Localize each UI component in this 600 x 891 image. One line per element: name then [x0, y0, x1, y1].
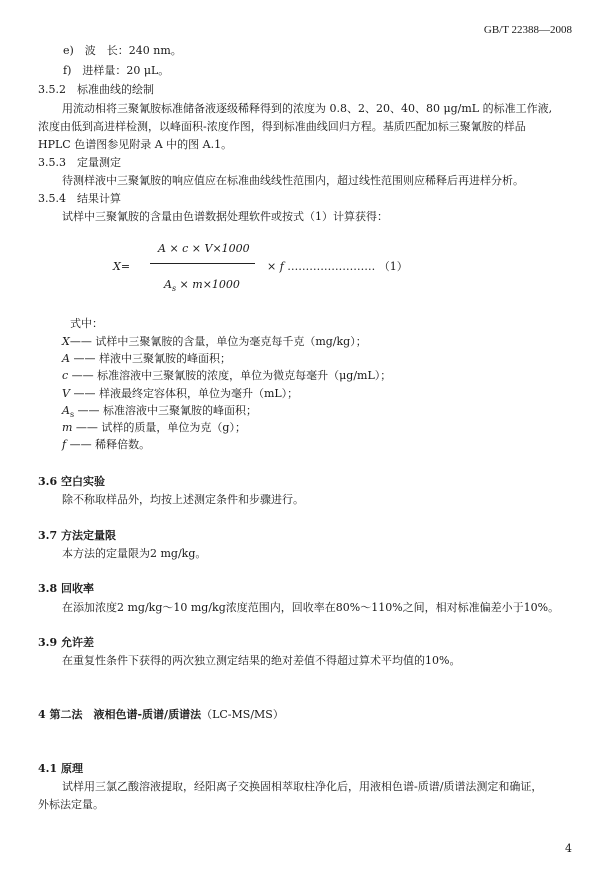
legend-a: A —— 样液中三聚氰胺的峰面积； [62, 352, 231, 365]
formula-fraction-bar [150, 263, 255, 264]
legend-v: V —— 样液最终定容体积，单位为毫升（mL）； [62, 387, 299, 400]
page-number: 4 [565, 842, 572, 855]
section-3-6-heading: 3.6 空白实验 [38, 475, 105, 488]
section-4-heading: 4 第二法 液相色谱-质谱/质谱法（LC-MS/MS） [38, 708, 284, 721]
legend-f: f —— 稀释倍数。 [62, 438, 151, 451]
s352-line-1: 用流动相将三聚氰胺标准储备液逐级稀释得到的浓度为 0.8、2、20、40、80 μg/mL 的标准工作液, [62, 102, 553, 115]
standard-number: GB/T 22388—2008 [483, 24, 572, 36]
item-e-wavelength: e) 波 长：240 nm。 [63, 44, 182, 57]
section-3-5-2-heading: 3.5.2 标准曲线的绘制 [38, 83, 154, 96]
legend-c: c —— 标准溶液中三聚氰胺的浓度，单位为微克每毫升（μg/mL）； [62, 369, 392, 382]
legend-as: $A_s$ —— 标准溶液中三聚氰胺的峰面积； [62, 404, 258, 420]
s352-line-2: 浓度由低到高进样检测，以峰面积-浓度作图，得到标准曲线回归方程。基质匹配加标三聚氰胺的样品 [38, 120, 526, 133]
formula-lhs: X= [113, 260, 131, 273]
legend-x: X—— 试样中三聚氰胺的含量，单位为毫克每千克（mg/kg）； [62, 335, 367, 348]
s37-text: 本方法的定量限为2 mg/kg。 [62, 547, 207, 560]
s39-text: 在重复性条件下获得的两次独立测定结果的绝对差值不得超过算术平均值的10%。 [62, 654, 461, 667]
s41-line-1: 试样用三氯乙酸溶液提取，经阳离子交换固相萃取柱净化后，用液相色谱-质谱/质谱法测定和确证， [62, 780, 543, 793]
s38-text: 在添加浓度2 mg/kg～10 mg/kg浓度范围内，回收率在80%～110%之间，相对标准偏差小于10%。 [62, 601, 560, 614]
section-4-1-heading: 4.1 原理 [38, 762, 83, 775]
item-f-injection: f) 进样量：20 μL。 [63, 64, 170, 77]
s353-line-1: 待测样液中三聚氰胺的响应值应在标准曲线线性范围内，超过线性范围则应稀释后再进样分析。 [62, 174, 524, 187]
formula-denominator: $A_s \times m\times 1000$ [164, 278, 240, 294]
legend-intro: 式中： [70, 317, 103, 330]
s354-line-1: 试样中三聚氰胺的含量由色谱数据处理软件或按式（1）计算获得： [62, 210, 388, 223]
s36-text: 除不称取样品外，均按上述测定条件和步骤进行。 [62, 493, 304, 506]
section-3-8-heading: 3.8 回收率 [38, 582, 94, 595]
formula-numerator: A × c × V×1000 [158, 242, 250, 255]
section-3-7-heading: 3.7 方法定量限 [38, 529, 116, 542]
formula-tail: × f …………………… （1） [267, 260, 408, 273]
s41-line-2: 外标法定量。 [38, 798, 104, 811]
legend-m: m —— 试样的质量，单位为克（g）； [62, 421, 246, 434]
section-3-9-heading: 3.9 允许差 [38, 636, 94, 649]
s352-line-3: HPLC 色谱图参见附录 A 中的图 A.1。 [38, 138, 233, 151]
section-3-5-3-heading: 3.5.3 定量测定 [38, 156, 121, 169]
section-3-5-4-heading: 3.5.4 结果计算 [38, 192, 121, 205]
